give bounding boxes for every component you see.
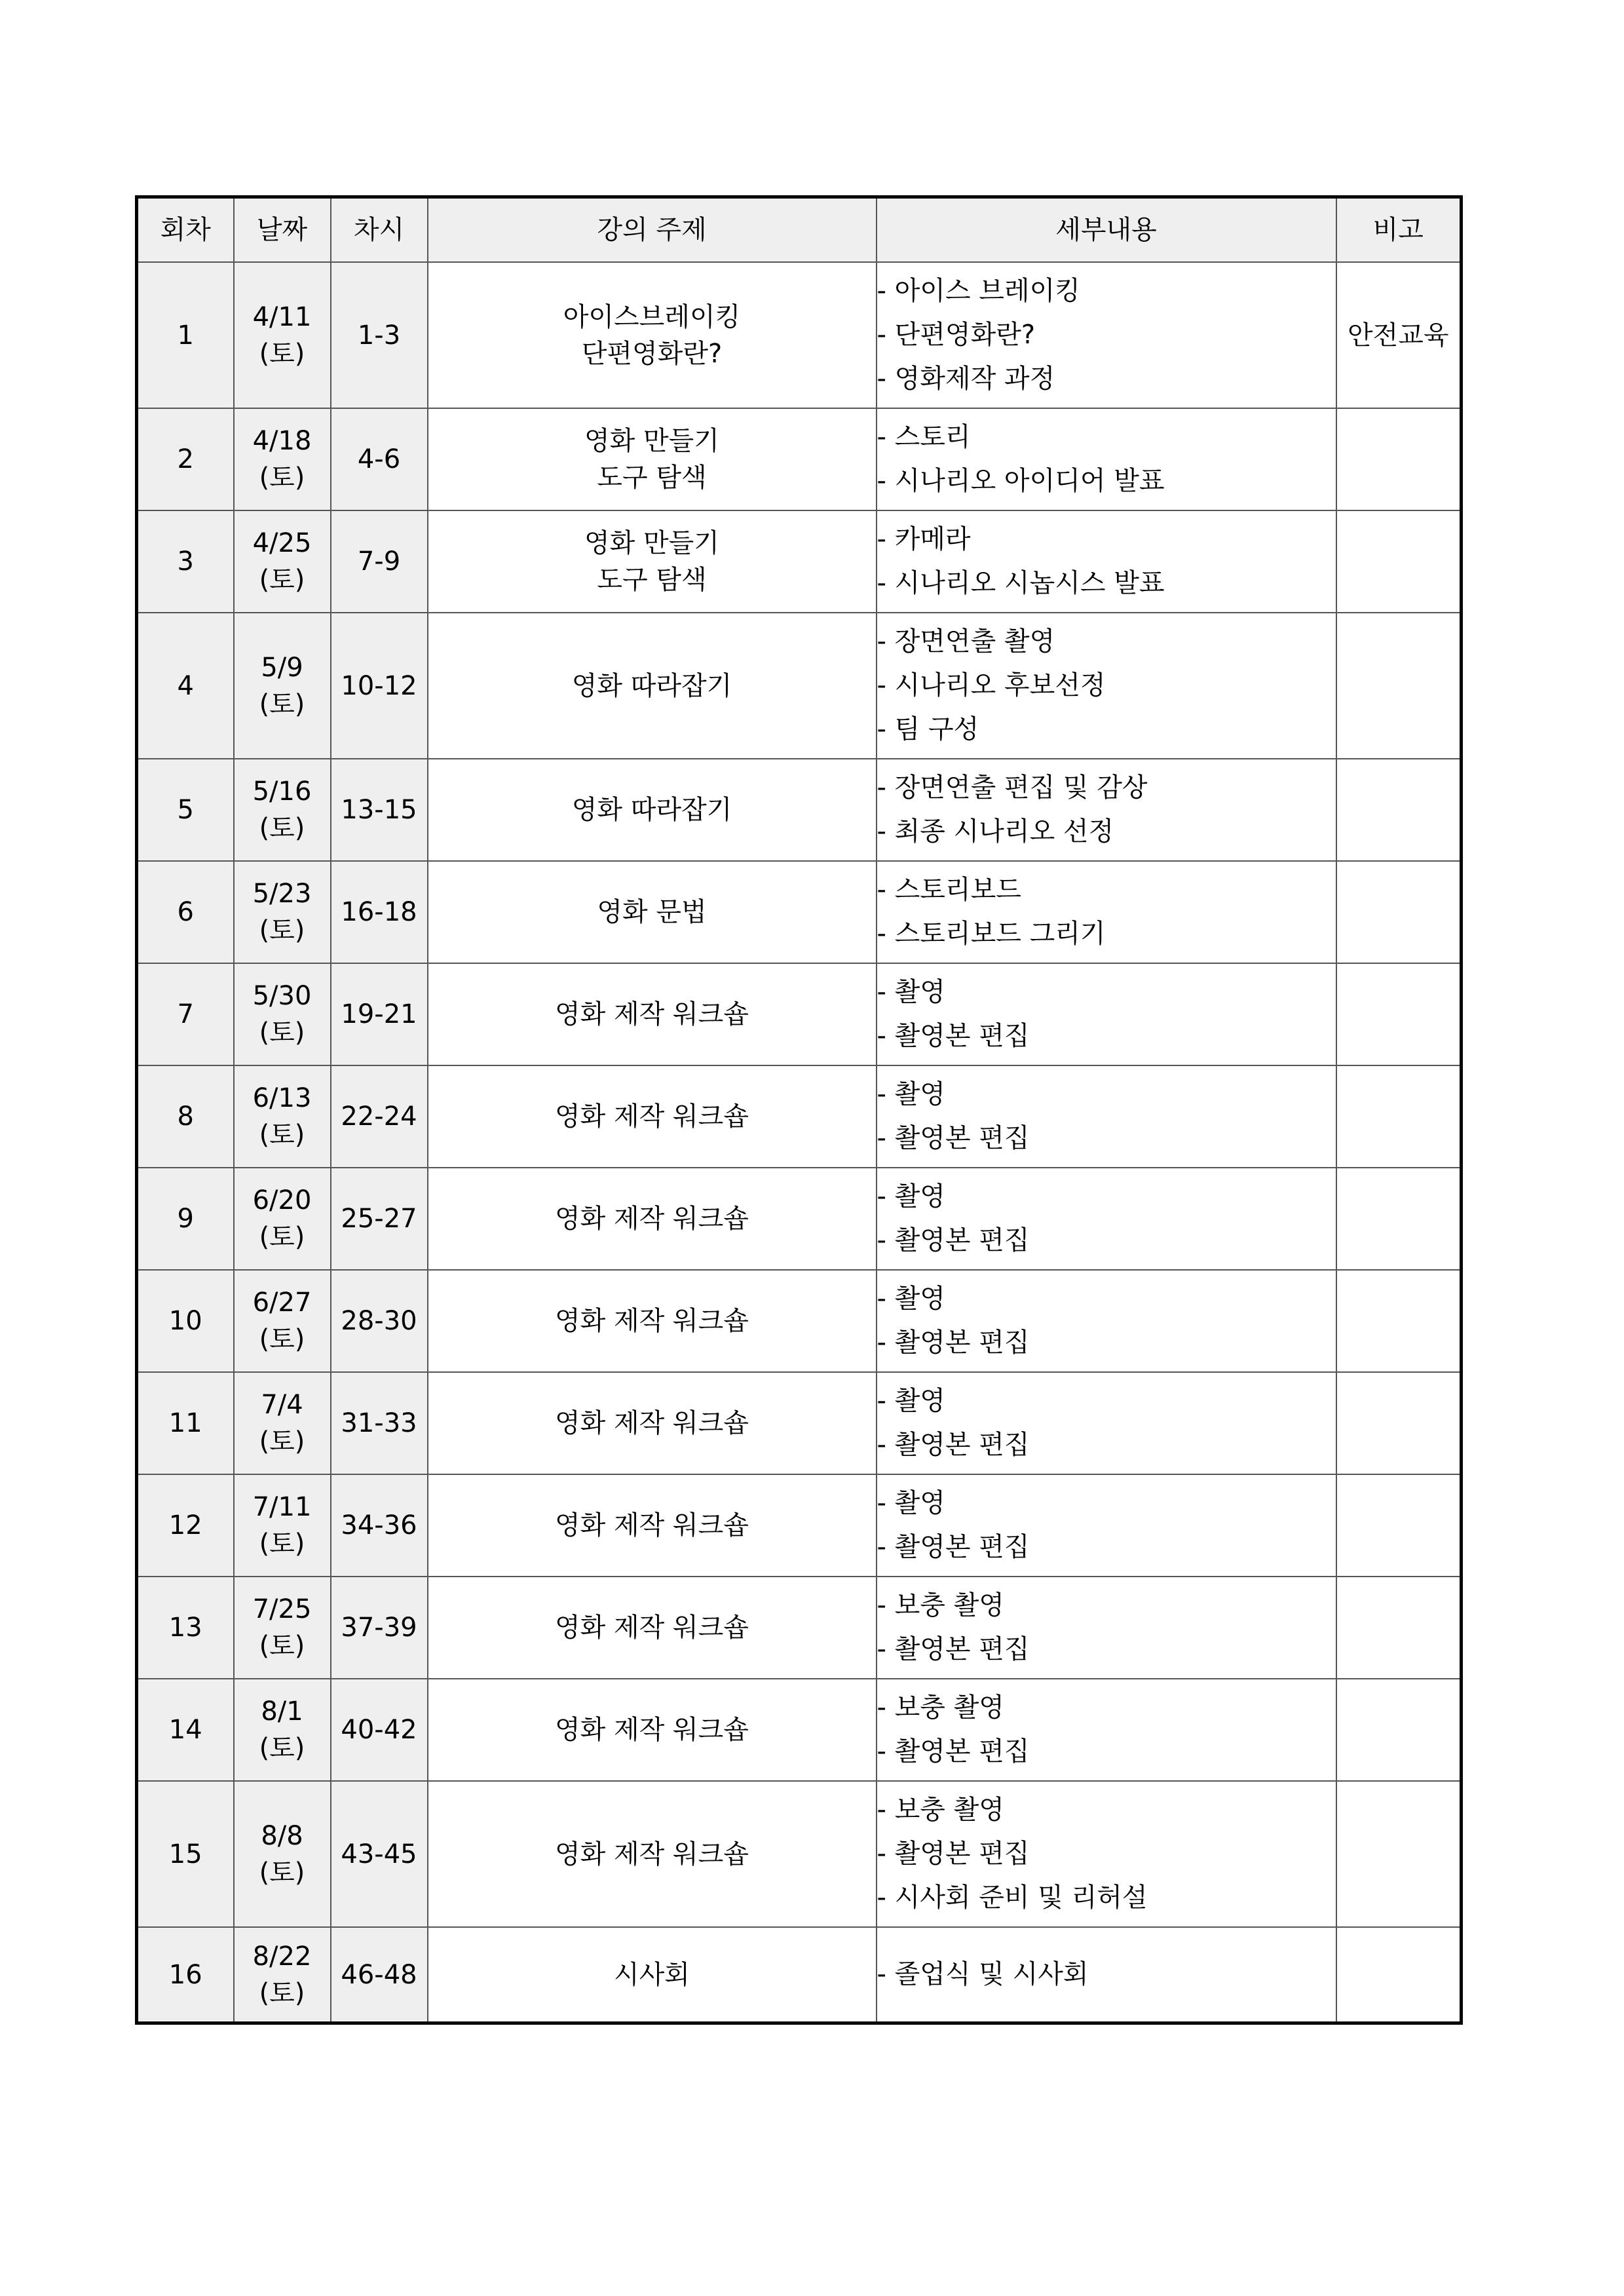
note (1336, 1372, 1462, 1474)
date-text: 7/25 (252, 1594, 312, 1624)
topic-line: 영화 제작 워크숍 (555, 1715, 749, 1745)
detail-item: - 촬영 (877, 1181, 945, 1212)
date-text: 5/16 (252, 776, 312, 807)
lecture-topic (428, 408, 877, 510)
note (1336, 759, 1462, 861)
topic-line: 영화 제작 워크숍 (555, 1839, 749, 1869)
topic-line: 영화 만들기 (584, 426, 719, 456)
table-row (137, 1065, 1462, 1168)
session-hours: 28-30 (331, 1270, 428, 1372)
session-date (234, 1577, 331, 1679)
note (1336, 1679, 1462, 1781)
detail-item: - 장면연출 편집 및 감상 (877, 773, 1148, 803)
session-date (234, 1372, 331, 1474)
session-date (234, 759, 331, 861)
session-number: 10 (137, 1270, 234, 1372)
detail-item: - 보충 촬영 (877, 1795, 1004, 1825)
session-date (234, 1168, 331, 1270)
detail-item: - 시나리오 아이디어 발표 (877, 466, 1165, 496)
detail-list (877, 1168, 1336, 1270)
topic-line: 영화 따라잡기 (571, 795, 732, 825)
lecture-topic (428, 861, 877, 963)
detail-list (877, 1372, 1336, 1474)
session-hours: 7-9 (331, 510, 428, 613)
detail-list (877, 1679, 1336, 1781)
detail-item: - 시나리오 시놉시스 발표 (877, 568, 1165, 598)
session-date (234, 861, 331, 963)
detail-item: - 최종 시나리오 선정 (877, 816, 1114, 847)
lecture-topic (428, 613, 877, 759)
detail-item: - 스토리 (877, 422, 971, 452)
topic-line: 단편영화란? (581, 338, 723, 369)
lecture-topic (428, 1577, 877, 1679)
detail-item: - 단편영화란? (877, 320, 1036, 350)
topic-line: 아이스브레이킹 (563, 301, 741, 332)
topic-line: 영화 제작 워크숍 (555, 1408, 749, 1438)
session-hours: 13-15 (331, 759, 428, 861)
table-row (137, 1679, 1462, 1781)
table-row (137, 1474, 1462, 1577)
detail-item: - 촬영본 편집 (877, 1634, 1030, 1664)
detail-item: - 보충 촬영 (877, 1693, 1004, 1723)
note (1336, 1927, 1462, 2023)
table-row (137, 408, 1462, 510)
date-text: 7/11 (252, 1492, 312, 1522)
session-date (234, 963, 331, 1065)
weekday-text: (토) (259, 565, 305, 595)
note (1336, 613, 1462, 759)
weekday-text: (토) (259, 1018, 305, 1048)
weekday-text: (토) (259, 1631, 305, 1661)
session-hours: 31-33 (331, 1372, 428, 1474)
session-hours: 34-36 (331, 1474, 428, 1577)
session-number: 6 (137, 861, 234, 963)
session-date (234, 1927, 331, 2023)
session-number: 11 (137, 1372, 234, 1474)
weekday-text: (토) (259, 1222, 305, 1252)
detail-item: - 장면연출 촬영 (877, 626, 1055, 657)
detail-list (877, 963, 1336, 1065)
date-text: 7/4 (261, 1390, 303, 1420)
detail-list (877, 510, 1336, 613)
lecture-topic (428, 1065, 877, 1168)
topic-line: 영화 제작 워크숍 (555, 999, 749, 1029)
detail-item: - 촬영본 편집 (877, 1225, 1030, 1255)
lecture-topic (428, 963, 877, 1065)
detail-list (877, 759, 1336, 861)
session-number: 13 (137, 1577, 234, 1679)
date-text: 4/11 (252, 301, 312, 332)
session-number: 4 (137, 613, 234, 759)
session-number: 15 (137, 1781, 234, 1927)
lecture-topic (428, 1270, 877, 1372)
header-hours: 차시 (331, 197, 428, 263)
header-topic: 강의 주제 (428, 197, 877, 263)
date-text: 6/20 (252, 1185, 312, 1215)
detail-item: - 팀 구성 (877, 714, 979, 744)
header-details: 세부내용 (877, 197, 1336, 263)
lecture-topic (428, 759, 877, 861)
weekday-text: (토) (259, 689, 305, 719)
session-date (234, 262, 331, 408)
table-row (137, 1781, 1462, 1927)
weekday-text: (토) (259, 1978, 305, 2008)
table-row (137, 1372, 1462, 1474)
table-row (137, 861, 1462, 963)
detail-list (877, 861, 1336, 963)
session-hours: 16-18 (331, 861, 428, 963)
weekday-text: (토) (259, 1426, 305, 1457)
note (1336, 1474, 1462, 1577)
weekday-text: (토) (259, 1120, 305, 1150)
session-hours: 43-45 (331, 1781, 428, 1927)
detail-item: - 촬영본 편집 (877, 1736, 1030, 1767)
lecture-topic (428, 1168, 877, 1270)
weekday-text: (토) (259, 463, 305, 493)
session-number: 9 (137, 1168, 234, 1270)
session-number: 5 (137, 759, 234, 861)
detail-item: - 졸업식 및 시사회 (877, 1959, 1089, 1989)
session-number: 12 (137, 1474, 234, 1577)
session-date (234, 1474, 331, 1577)
table-row (137, 759, 1462, 861)
session-date (234, 1270, 331, 1372)
session-number: 7 (137, 963, 234, 1065)
date-text: 5/30 (252, 981, 312, 1011)
topic-line: 영화 제작 워크숍 (555, 1204, 749, 1234)
topic-line: 영화 문법 (597, 897, 707, 927)
session-hours: 22-24 (331, 1065, 428, 1168)
topic-line: 영화 따라잡기 (571, 670, 732, 701)
weekday-text: (토) (259, 915, 305, 946)
weekday-text: (토) (259, 813, 305, 843)
lecture-topic (428, 1927, 877, 2023)
lecture-topic (428, 1679, 877, 1781)
session-date (234, 408, 331, 510)
date-text: 5/23 (252, 879, 312, 909)
detail-item: - 촬영본 편집 (877, 1328, 1030, 1358)
session-hours: 25-27 (331, 1168, 428, 1270)
detail-item: - 스토리보드 (877, 875, 1021, 905)
date-text: 6/13 (252, 1083, 312, 1113)
lecture-topic (428, 510, 877, 613)
weekday-text: (토) (259, 1529, 305, 1559)
detail-item: - 보충 촬영 (877, 1590, 1004, 1620)
detail-list (877, 1065, 1336, 1168)
note (1336, 1270, 1462, 1372)
table-row (137, 1270, 1462, 1372)
note (1336, 963, 1462, 1065)
schedule-body (137, 262, 1462, 2023)
note (1336, 510, 1462, 613)
detail-item: - 촬영 (877, 977, 945, 1007)
session-number: 2 (137, 408, 234, 510)
lecture-topic (428, 1781, 877, 1927)
date-text: 4/18 (252, 426, 312, 456)
detail-item: - 시나리오 후보선정 (877, 670, 1106, 700)
table-row (137, 963, 1462, 1065)
table-row (137, 510, 1462, 613)
lecture-topic (428, 1474, 877, 1577)
note (1336, 1577, 1462, 1679)
detail-item: - 촬영 (877, 1488, 945, 1518)
date-text: 8/1 (261, 1696, 303, 1727)
date-text: 6/27 (252, 1288, 312, 1318)
header-note: 비고 (1336, 197, 1462, 263)
date-text: 4/25 (252, 528, 312, 558)
table-row (137, 262, 1462, 408)
detail-item: - 카메라 (877, 524, 971, 554)
session-number: 8 (137, 1065, 234, 1168)
detail-item: - 스토리보드 그리기 (877, 919, 1106, 949)
detail-list (877, 1474, 1336, 1577)
detail-list (877, 1577, 1336, 1679)
header-session: 회차 (137, 197, 234, 263)
detail-list (877, 1927, 1336, 2023)
detail-item: - 촬영본 편집 (877, 1430, 1030, 1460)
detail-list (877, 1781, 1336, 1927)
detail-item: - 촬영 (877, 1079, 945, 1109)
session-date (234, 1781, 331, 1927)
detail-item: - 촬영본 편집 (877, 1532, 1030, 1562)
detail-list (877, 408, 1336, 510)
topic-line: 도구 탐색 (597, 565, 707, 595)
topic-line: 영화 제작 워크숍 (555, 1613, 749, 1643)
session-number: 16 (137, 1927, 234, 2023)
schedule-table (135, 195, 1463, 2025)
detail-item: - 촬영본 편집 (877, 1021, 1030, 1051)
note: 안전교육 (1336, 262, 1462, 408)
detail-item: - 촬영본 편집 (877, 1123, 1030, 1153)
header-date: 날짜 (234, 197, 331, 263)
date-text: 5/9 (261, 652, 303, 683)
session-hours: 40-42 (331, 1679, 428, 1781)
session-number: 1 (137, 262, 234, 408)
topic-line: 도구 탐색 (597, 463, 707, 493)
header-row (137, 197, 1462, 263)
lecture-topic (428, 1372, 877, 1474)
note (1336, 408, 1462, 510)
weekday-text: (토) (259, 1733, 305, 1763)
topic-line: 영화 만들기 (584, 528, 719, 558)
table-row (137, 613, 1462, 759)
topic-line: 시사회 (614, 1959, 690, 1990)
date-text: 8/22 (252, 1941, 312, 1972)
detail-item: - 촬영 (877, 1284, 945, 1314)
detail-item: - 촬영본 편집 (877, 1839, 1030, 1869)
note (1336, 1168, 1462, 1270)
note (1336, 861, 1462, 963)
table-row (137, 1927, 1462, 2023)
session-hours: 1-3 (331, 262, 428, 408)
session-number: 3 (137, 510, 234, 613)
detail-list (877, 262, 1336, 408)
note (1336, 1065, 1462, 1168)
table-row (137, 1577, 1462, 1679)
weekday-text: (토) (259, 1857, 305, 1888)
table-row (137, 1168, 1462, 1270)
detail-item: - 촬영 (877, 1386, 945, 1416)
detail-item: - 영화제작 과정 (877, 364, 1055, 394)
session-hours: 10-12 (331, 613, 428, 759)
detail-item: - 시사회 준비 및 리허설 (877, 1883, 1148, 1913)
session-hours: 46-48 (331, 1927, 428, 2023)
detail-list (877, 1270, 1336, 1372)
session-number: 14 (137, 1679, 234, 1781)
topic-line: 영화 제작 워크숍 (555, 1510, 749, 1540)
weekday-text: (토) (259, 338, 305, 369)
session-hours: 19-21 (331, 963, 428, 1065)
topic-line: 영화 제작 워크숍 (555, 1306, 749, 1336)
session-date (234, 1679, 331, 1781)
session-hours: 4-6 (331, 408, 428, 510)
weekday-text: (토) (259, 1324, 305, 1354)
detail-item: - 아이스 브레이킹 (877, 276, 1080, 306)
detail-list (877, 613, 1336, 759)
note (1336, 1781, 1462, 1927)
date-text: 8/8 (261, 1820, 303, 1851)
session-date (234, 613, 331, 759)
topic-line: 영화 제작 워크숍 (555, 1101, 749, 1132)
lecture-topic (428, 262, 877, 408)
session-date (234, 510, 331, 613)
session-hours: 37-39 (331, 1577, 428, 1679)
session-date (234, 1065, 331, 1168)
